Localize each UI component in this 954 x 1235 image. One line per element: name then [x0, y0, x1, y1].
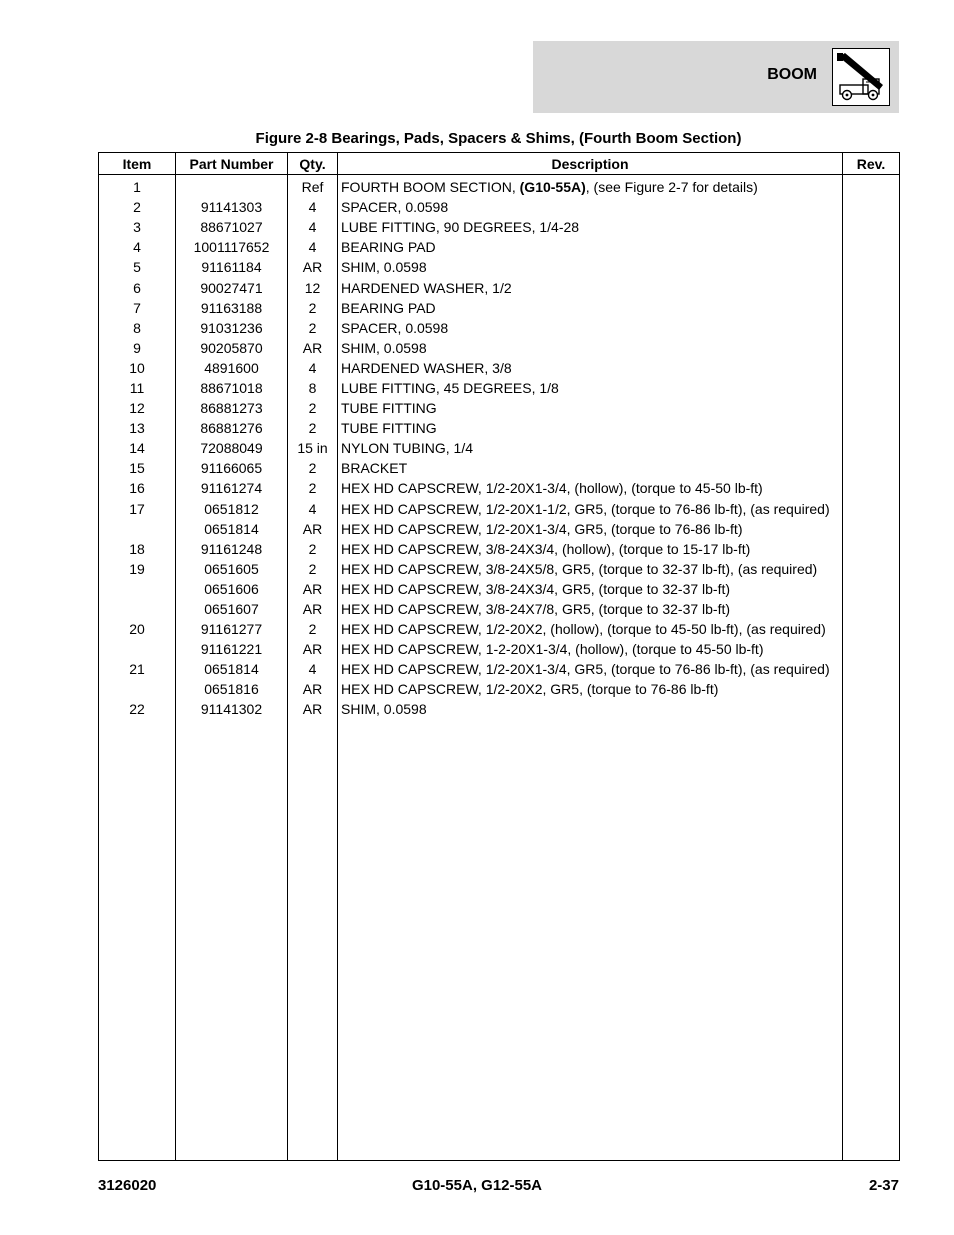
quantity: 2: [288, 478, 338, 498]
part-number: 91161277: [176, 619, 288, 639]
revision: [843, 217, 900, 237]
table-row: [99, 378, 900, 398]
table-row: [99, 478, 900, 498]
item-number: 2: [99, 197, 176, 217]
quantity: 2: [288, 458, 338, 478]
figure-title: Figure 2-8 Bearings, Pads, Spacers & Shims, (Fourth Boom Section): [255, 130, 742, 147]
revision: [843, 659, 900, 679]
revision: [843, 358, 900, 378]
table-row: [99, 318, 900, 338]
part-number: 4891600: [176, 358, 288, 378]
revision: [843, 478, 900, 498]
revision: [843, 298, 900, 318]
quantity: 8: [288, 378, 338, 398]
part-number: 1001117652: [176, 237, 288, 257]
table-row: [99, 559, 900, 579]
item-number: 8: [99, 318, 176, 338]
empty-cell: [338, 720, 843, 1161]
quantity: AR: [288, 579, 338, 599]
item-number: 1: [99, 175, 176, 198]
part-number: 91031236: [176, 318, 288, 338]
revision: [843, 579, 900, 599]
quantity: AR: [288, 338, 338, 358]
item-number: 22: [99, 699, 176, 719]
table-row: [99, 237, 900, 257]
part-number: 91141302: [176, 699, 288, 719]
table-row: [99, 659, 900, 679]
parts-table: [98, 152, 900, 1161]
table-row: [99, 579, 900, 599]
item-number: 16: [99, 478, 176, 498]
quantity: 2: [288, 418, 338, 438]
parts-table-body: [99, 175, 900, 1161]
description: HEX HD CAPSCREW, 1/2-20X2, (hollow), (torque to 45-50 lb-ft), (as required): [338, 619, 843, 639]
revision: [843, 639, 900, 659]
description: SPACER, 0.0598: [338, 197, 843, 217]
telehandler-boom-icon: [832, 48, 890, 106]
description: SHIM, 0.0598: [338, 699, 843, 719]
item-number: 18: [99, 539, 176, 559]
description: BEARING PAD: [338, 298, 843, 318]
item-number: 6: [99, 277, 176, 297]
revision: [843, 539, 900, 559]
section-tab-label: BOOM: [767, 66, 817, 83]
quantity: AR: [288, 679, 338, 699]
description: LUBE FITTING, 90 DEGREES, 1/4-28: [338, 217, 843, 237]
quantity: 15 in: [288, 438, 338, 458]
column-header-description: Description: [338, 153, 843, 175]
item-number: [99, 679, 176, 699]
revision: [843, 599, 900, 619]
item-number: 11: [99, 378, 176, 398]
part-number: 91166065: [176, 458, 288, 478]
quantity: AR: [288, 639, 338, 659]
table-row: [99, 217, 900, 237]
revision: [843, 197, 900, 217]
description: HEX HD CAPSCREW, 1/2-20X1-3/4, GR5, (torque to 76-86 lb-ft), (as required): [338, 659, 843, 679]
table-row: [99, 639, 900, 659]
revision: [843, 438, 900, 458]
item-number: 13: [99, 418, 176, 438]
revision: [843, 277, 900, 297]
quantity: 4: [288, 197, 338, 217]
revision: [843, 338, 900, 358]
table-row: [99, 298, 900, 318]
item-number: [99, 599, 176, 619]
quantity: 4: [288, 499, 338, 519]
quantity: 2: [288, 318, 338, 338]
description-text-after: , (see Figure 2-7 for details): [585, 179, 758, 196]
description: HEX HD CAPSCREW, 1/2-20X1-3/4, GR5, (torque to 76-86 lb-ft): [338, 519, 843, 539]
item-number: 15: [99, 458, 176, 478]
table-row: [99, 338, 900, 358]
section-tab: [533, 41, 899, 113]
revision: [843, 559, 900, 579]
description: HEX HD CAPSCREW, 3/8-24X7/8, GR5, (torque to 32-37 lb-ft): [338, 599, 843, 619]
revision: [843, 318, 900, 338]
description: HARDENED WASHER, 3/8: [338, 358, 843, 378]
table-row: [99, 499, 900, 519]
part-number: 91161248: [176, 539, 288, 559]
table-row: [99, 539, 900, 559]
revision: [843, 175, 900, 198]
part-number: 91163188: [176, 298, 288, 318]
revision: [843, 679, 900, 699]
quantity: AR: [288, 257, 338, 277]
part-number: 86881273: [176, 398, 288, 418]
footer-model-numbers: G10-55A, G12-55A: [411, 1177, 543, 1194]
table-row: [99, 519, 900, 539]
description: HEX HD CAPSCREW, 1/2-20X1-1/2, GR5, (torque to 76-86 lb-ft), (as required): [338, 499, 843, 519]
quantity: 4: [288, 358, 338, 378]
table-row: [99, 438, 900, 458]
quantity: 2: [288, 559, 338, 579]
empty-cell: [843, 720, 900, 1161]
table-row: [99, 458, 900, 478]
column-header-qty: Qty.: [288, 153, 338, 175]
empty-cell: [99, 720, 176, 1161]
revision: [843, 418, 900, 438]
quantity: 2: [288, 539, 338, 559]
part-number: 91161184: [176, 257, 288, 277]
part-number: 0651814: [176, 659, 288, 679]
part-number: 0651605: [176, 559, 288, 579]
item-number: 17: [99, 499, 176, 519]
table-row: [99, 358, 900, 378]
quantity: 2: [288, 398, 338, 418]
revision: [843, 378, 900, 398]
description: HEX HD CAPSCREW, 1-2-20X1-3/4, (hollow), (torque to 45-50 lb-ft): [338, 639, 843, 659]
description: BRACKET: [338, 458, 843, 478]
description-model-bold: (G10-55A): [519, 179, 586, 196]
revision: [843, 699, 900, 719]
quantity: 4: [288, 217, 338, 237]
footer-page-number: 2-37: [868, 1177, 899, 1194]
table-filler-row: [99, 720, 900, 1161]
part-number: 0651814: [176, 519, 288, 539]
empty-cell: [176, 720, 288, 1161]
part-number: [176, 175, 288, 198]
part-number: 91161221: [176, 639, 288, 659]
revision: [843, 499, 900, 519]
description: LUBE FITTING, 45 DEGREES, 1/8: [338, 378, 843, 398]
description: SHIM, 0.0598: [338, 338, 843, 358]
part-number: 72088049: [176, 438, 288, 458]
part-number: 88671018: [176, 378, 288, 398]
part-number: 86881276: [176, 418, 288, 438]
table-row: [99, 418, 900, 438]
quantity: 4: [288, 237, 338, 257]
table-row: [99, 257, 900, 277]
quantity: AR: [288, 599, 338, 619]
description-text: FOURTH BOOM SECTION,: [341, 179, 520, 196]
table-row: [99, 599, 900, 619]
table-row: [99, 277, 900, 297]
item-number: [99, 579, 176, 599]
description: [338, 175, 843, 198]
part-number: 90027471: [176, 277, 288, 297]
part-number: 0651816: [176, 679, 288, 699]
table-row: [99, 679, 900, 699]
item-number: 10: [99, 358, 176, 378]
item-number: 19: [99, 559, 176, 579]
column-header-item: Item: [99, 153, 176, 175]
description: HEX HD CAPSCREW, 1/2-20X2, GR5, (torque to 76-86 lb-ft): [338, 679, 843, 699]
quantity: 2: [288, 298, 338, 318]
description: HEX HD CAPSCREW, 3/8-24X5/8, GR5, (torque to 32-37 lb-ft), (as required): [338, 559, 843, 579]
part-number: 90205870: [176, 338, 288, 358]
quantity: 4: [288, 659, 338, 679]
item-number: 4: [99, 237, 176, 257]
item-number: 7: [99, 298, 176, 318]
part-number: 88671027: [176, 217, 288, 237]
table-row: [99, 175, 900, 198]
quantity: 2: [288, 619, 338, 639]
item-number: [99, 519, 176, 539]
description: HARDENED WASHER, 1/2: [338, 277, 843, 297]
part-number: 91141303: [176, 197, 288, 217]
revision: [843, 237, 900, 257]
revision: [843, 398, 900, 418]
part-number: 0651606: [176, 579, 288, 599]
description: HEX HD CAPSCREW, 3/8-24X3/4, GR5, (torque to 32-37 lb-ft): [338, 579, 843, 599]
revision: [843, 257, 900, 277]
revision: [843, 519, 900, 539]
part-number: 0651812: [176, 499, 288, 519]
revision: [843, 619, 900, 639]
item-number: 12: [99, 398, 176, 418]
empty-cell: [288, 720, 338, 1161]
item-number: 21: [99, 659, 176, 679]
table-row: [99, 398, 900, 418]
description: BEARING PAD: [338, 237, 843, 257]
quantity: 12: [288, 277, 338, 297]
description: SHIM, 0.0598: [338, 257, 843, 277]
table-row: [99, 619, 900, 639]
part-number: 91161274: [176, 478, 288, 498]
item-number: [99, 639, 176, 659]
footer-manual-number: 3126020: [98, 1177, 157, 1194]
description: HEX HD CAPSCREW, 1/2-20X1-3/4, (hollow), (torque to 45-50 lb-ft): [338, 478, 843, 498]
description: TUBE FITTING: [338, 398, 843, 418]
quantity: Ref: [288, 175, 338, 198]
item-number: 5: [99, 257, 176, 277]
table-row: [99, 699, 900, 719]
description: TUBE FITTING: [338, 418, 843, 438]
quantity: AR: [288, 519, 338, 539]
table-row: [99, 197, 900, 217]
revision: [843, 458, 900, 478]
description: HEX HD CAPSCREW, 3/8-24X3/4, (hollow), (torque to 15-17 lb-ft): [338, 539, 843, 559]
quantity: AR: [288, 699, 338, 719]
item-number: 9: [99, 338, 176, 358]
item-number: 3: [99, 217, 176, 237]
description: SPACER, 0.0598: [338, 318, 843, 338]
description: NYLON TUBING, 1/4: [338, 438, 843, 458]
item-number: 20: [99, 619, 176, 639]
item-number: 14: [99, 438, 176, 458]
table-header-row: [99, 153, 900, 175]
part-number: 0651607: [176, 599, 288, 619]
column-header-rev: Rev.: [843, 153, 900, 175]
column-header-part-number: Part Number: [176, 153, 288, 175]
